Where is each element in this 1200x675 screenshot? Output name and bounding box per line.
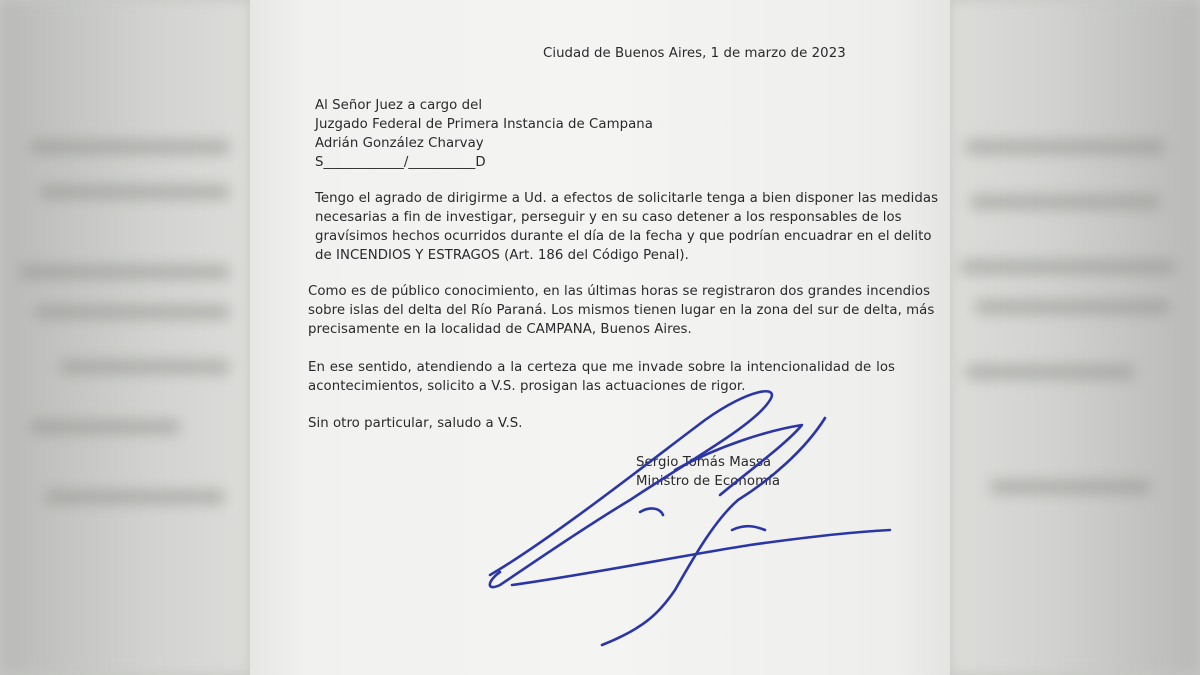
signer-title: Ministro de Economía xyxy=(636,474,781,489)
signature-stroke xyxy=(512,530,890,585)
paragraph-line: acontecimientos, solicito a V.S. prosigan las actuaciones de rigor. xyxy=(308,379,746,394)
paragraph-line: Tengo el agrado de dirigirme a Ud. a efectos de solicitarle tenga a bien disponer las medidas xyxy=(315,191,939,206)
recipient-line: S____________/__________D xyxy=(315,155,486,170)
blurred-background-left xyxy=(0,0,250,675)
paragraph-line: necesarias a fin de investigar, perseguir y en su caso detener a los responsables de los xyxy=(315,210,902,225)
signature-stroke xyxy=(732,526,765,530)
signature-stroke xyxy=(602,418,825,645)
letter-sheet xyxy=(250,0,950,675)
recipient-line: Al Señor Juez a cargo del xyxy=(315,98,483,113)
closing-line: Sin otro particular, saludo a V.S. xyxy=(308,416,523,431)
paragraph-line: sobre islas del delta del Río Paraná. Los mismos tienen lugar en la zona del sur de delta, más xyxy=(308,303,935,318)
signer-name: Sergio Tomás Massa xyxy=(636,455,772,470)
paragraph-line: gravísimos hechos ocurridos durante el día de la fecha y que podrían encuadrar en el delito xyxy=(315,229,932,244)
signature-stroke xyxy=(490,391,772,587)
blurred-background-right xyxy=(950,0,1200,675)
paragraph-line: En ese sentido, atendiendo a la certeza que me invade sobre la intencionalidad de los xyxy=(308,360,895,375)
paragraph-line: precisamente en la localidad de CAMPANA, Buenos Aires. xyxy=(308,322,692,337)
place-and-date: Ciudad de Buenos Aires, 1 de marzo de 2023 xyxy=(543,46,846,61)
paragraph-line: Como es de público conocimiento, en las últimas horas se registraron dos grandes incendios xyxy=(308,284,931,299)
recipient-line: Juzgado Federal de Primera Instancia de Campana xyxy=(315,117,653,132)
paragraph-line: de INCENDIOS Y ESTRAGOS (Art. 186 del Código Penal). xyxy=(315,248,689,263)
recipient-line: Adrián González Charvay xyxy=(315,136,484,151)
signature-strokes xyxy=(490,391,890,645)
signature-stroke xyxy=(640,508,663,515)
